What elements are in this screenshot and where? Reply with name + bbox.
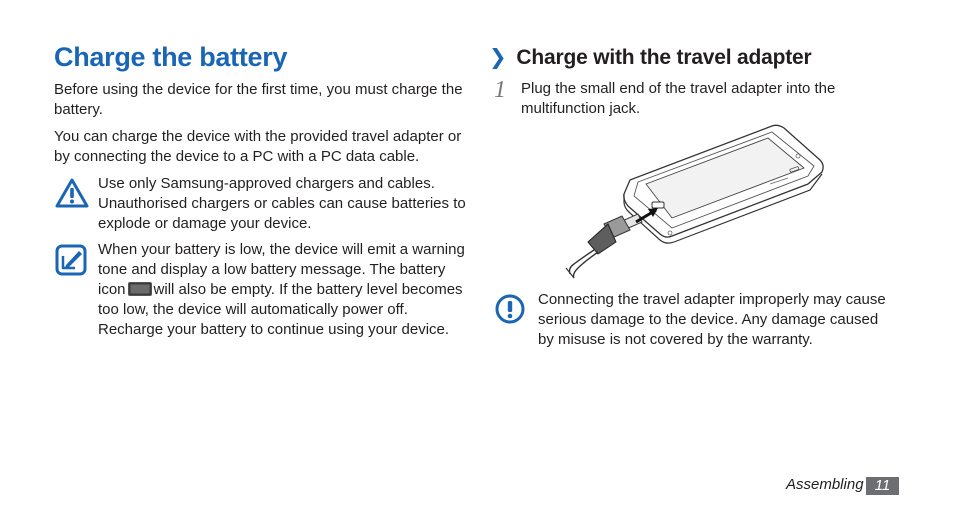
page-number-badge: 11 (866, 477, 899, 495)
tip-note (98, 240, 468, 340)
intro-paragraph-1: Before using the device for the first time, you must charge the battery. (54, 81, 463, 118)
empty-battery-icon (128, 282, 152, 296)
note-pencil-icon (55, 244, 87, 276)
tip-text-before: When your battery is low, the device will emit a warning tone and display a low battery message. The battery icon (98, 241, 465, 298)
phone-charging-illustration (560, 118, 830, 280)
intro-paragraph-2: You can charge the device with the provided travel adapter or by connecting the device to a PC with a PC data cable. (54, 128, 462, 165)
caution-triangle-icon (55, 178, 89, 208)
section-heading (489, 45, 811, 70)
warning-exclamation-icon (495, 294, 525, 324)
step-number: 1 (494, 77, 506, 103)
footer-section-label: Assembling (786, 476, 864, 493)
step-text: Plug the small end of the travel adapter into the multifunction jack. (521, 80, 836, 117)
warning-note: Connecting the travel adapter improperly may cause serious damage to the device. Any damage caused by misuse is not covered by the warranty. (538, 291, 886, 348)
page-title: Charge the battery (54, 42, 288, 72)
section-heading-text: Charge with the travel adapter (516, 46, 812, 69)
tip-text-after: will also be empty. If the battery level becomes too low, the device will automatically power off. Recharge your battery to continue using your device. (98, 281, 463, 338)
caution-note: Use only Samsung-approved chargers and cables. Unauthorised chargers or cables can cause batteries to explode or damage your device. (98, 175, 466, 232)
chevron-right-icon: ❯ (489, 46, 507, 69)
